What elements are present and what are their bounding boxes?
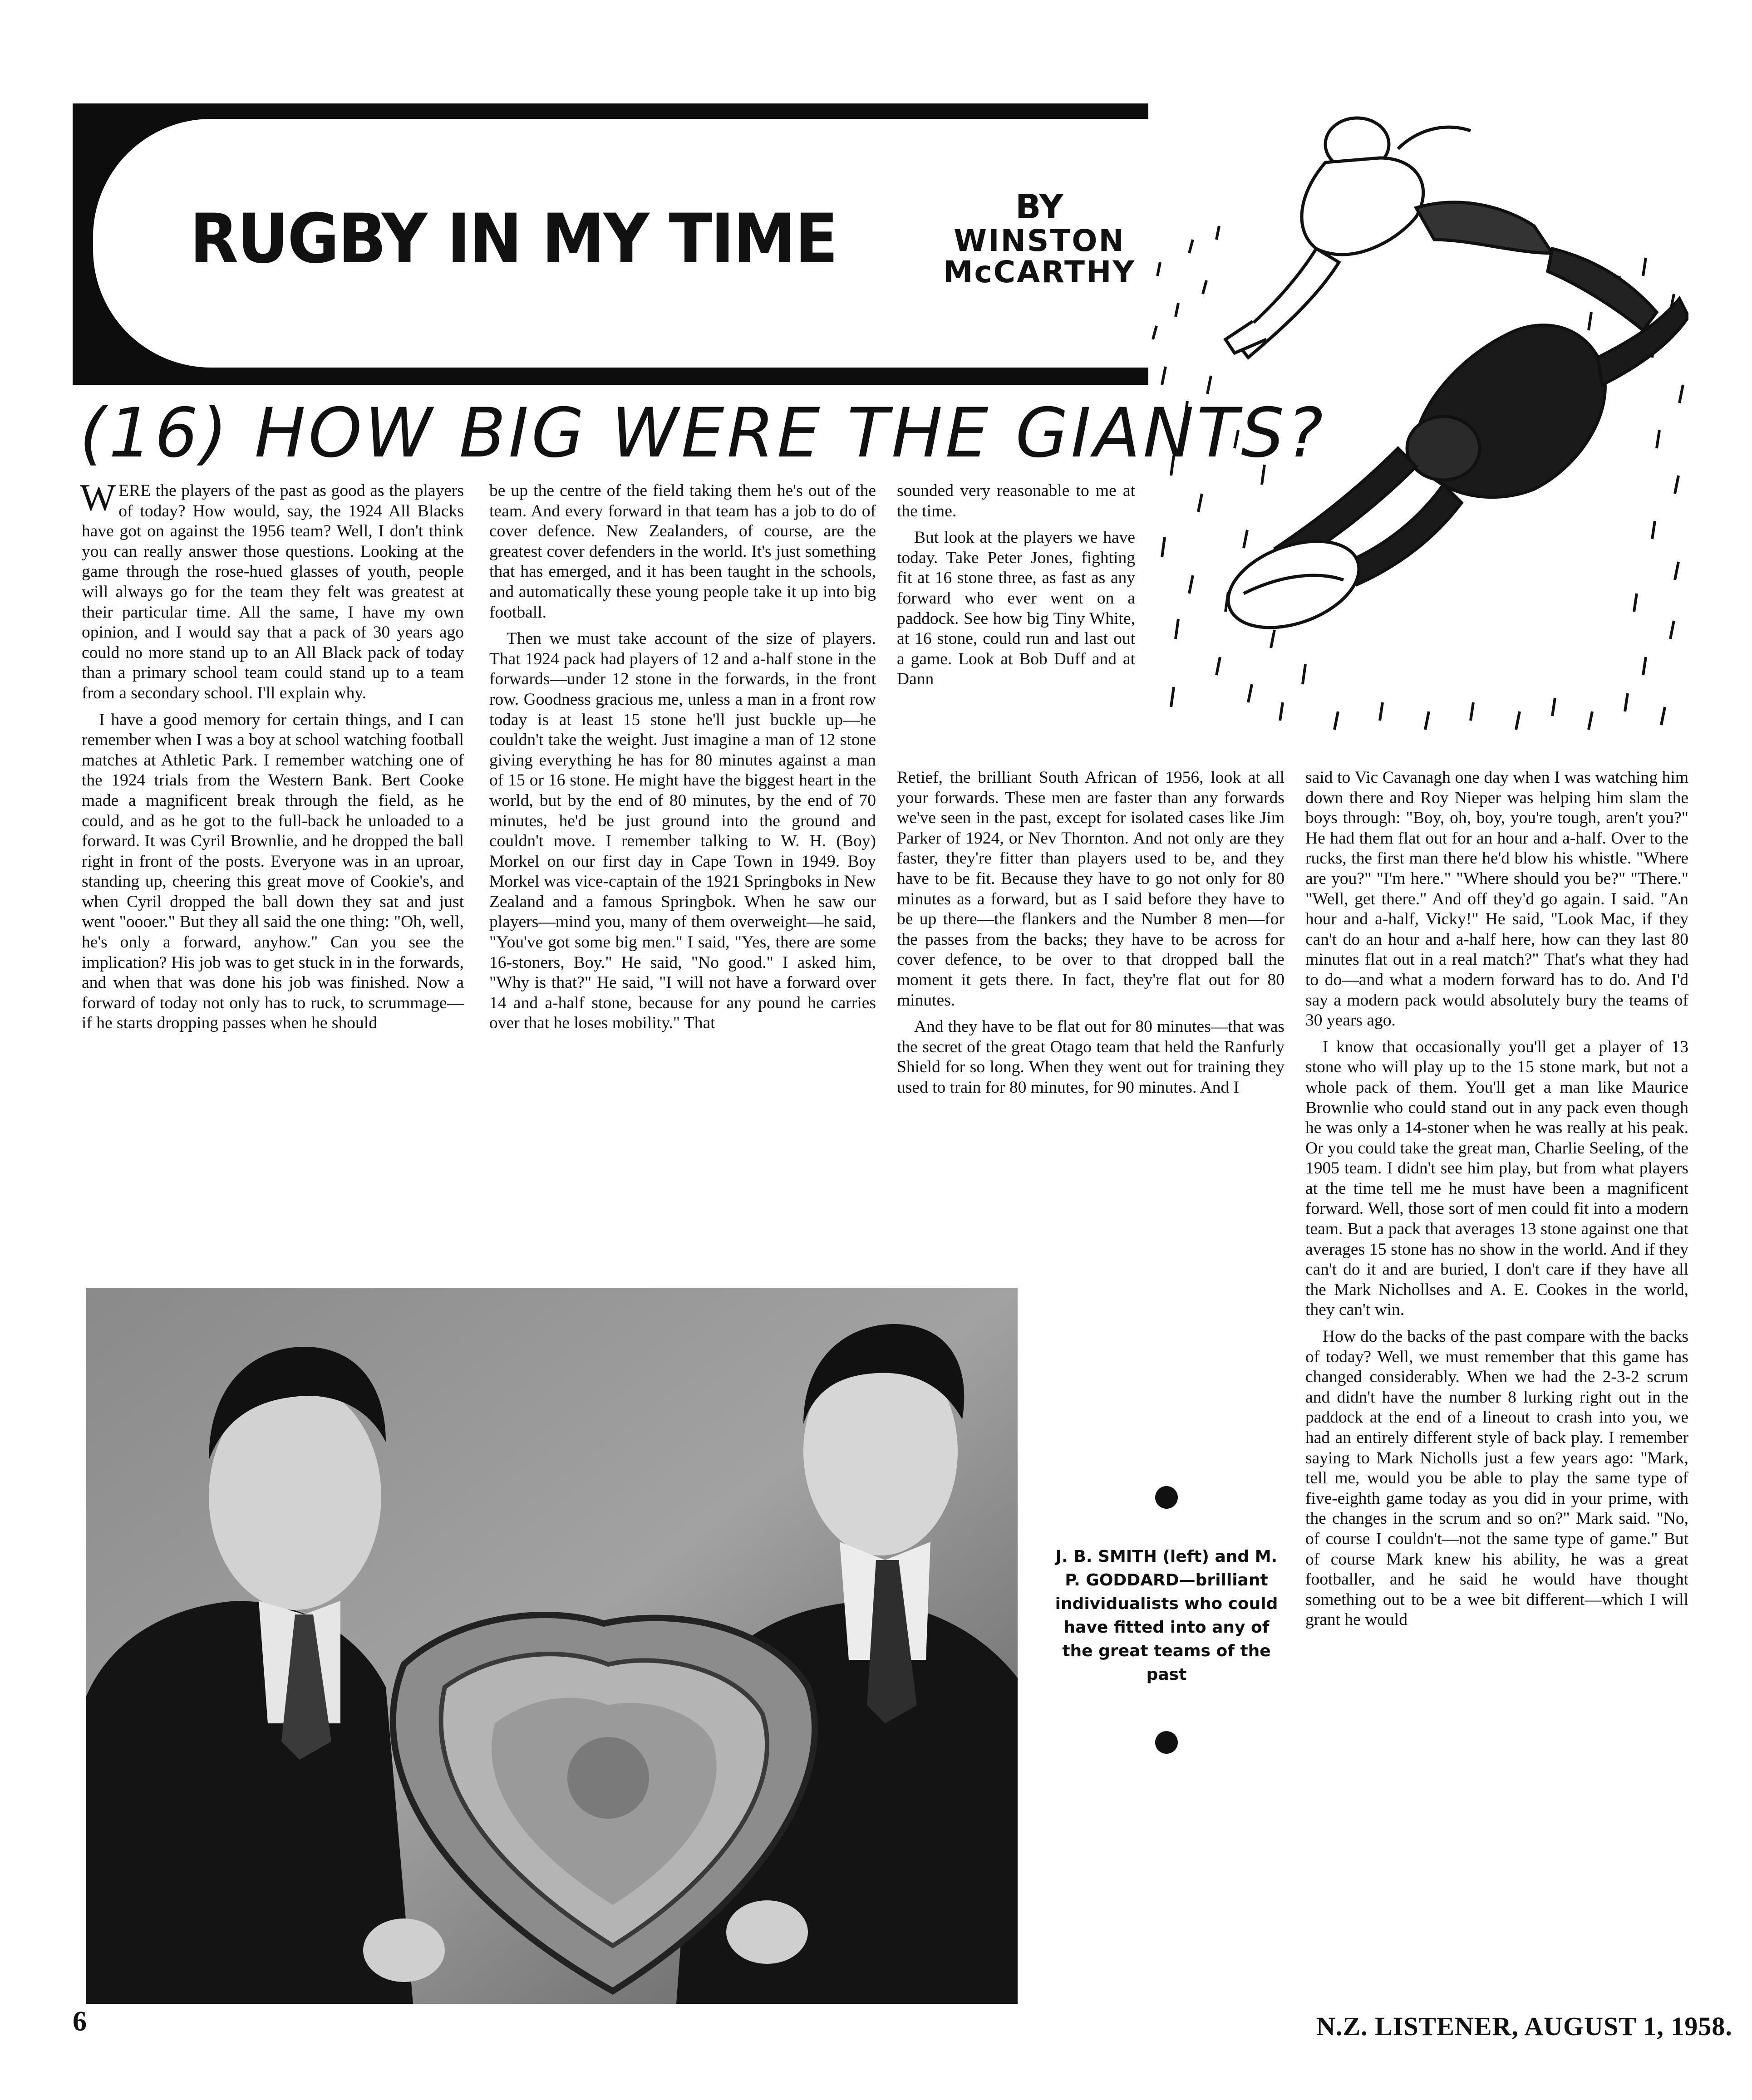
byline-first-name: WINSTON [954, 223, 1125, 258]
page-number: 6 [73, 2006, 87, 2037]
article-paragraph: But look at the players we have today. Take Peter Jones, fighting fit at 16 stone three, as fast as any forward who ever went on a paddock. See how big Tiny White, at 16 stone, could run and last out a game. Look at Bob Duff and at Dann [897, 528, 1135, 689]
article-headline: (16) HOW BIG WERE THE GIANTS? [79, 394, 1326, 473]
article-paragraph: Retief, the brilliant South African of 1956, look at all your forwards. These men are faster than any forwards we've seen in the past, except for isolated cases like Jim Parker of 1924, or Nev Thornton. And not only are they faster, they're fitter than players used to be, and they have to be fit. Because they have to go not only for 80 minutes as a forward, but as I said before they have to be up there—the flankers and the Number 8 men—for the passes from the backs; they have to be across for cover defence, to be over to that dropped ball the moment it gets there. In fact, they're flat out for 80 minutes. [897, 768, 1284, 1010]
article-column-3-bottom [897, 768, 1284, 1104]
article-paragraph: said to Vic Cavanagh one day when I was watching him down there and Roy Nieper was helping him slam the boys through: "Boy, oh, boy, you're tough, aren't you?" He had them flat out for an hour and a-half. Over to the rucks, the first man there he'd blow his whistle. "Where are you?" "I'm here." "Where should you be?" "There." "Well, get there." And off they'd go again. I said. "An hour and a-half, Vicky!" He said, "Look Mac, if they can't do an hour and a-half here, how can they last 80 minutes flat out in a real match?" That's what they had to do—and what a modern forward has to do. And I'd say a modern pack would absolutely bury the teams of 30 years ago. [1305, 768, 1688, 1030]
photo-smith-goddard-shield [86, 1288, 1018, 2004]
article-column-4 [1305, 768, 1688, 1637]
publication-footer: N.Z. LISTENER, AUGUST 1, 1958. [1316, 2012, 1732, 2041]
article-paragraph: sounded very reasonable to me at the time. [897, 481, 1135, 520]
caption-bullet-top [1155, 1486, 1178, 1509]
caption-bullet-bottom [1155, 1731, 1178, 1754]
article-paragraph: I know that occasionally you'll get a player of 13 stone who will play up to the 15 stone mark, but not a whole pack of them. You'll get a man like Maurice Brownlie who could stand out in any pack even though he was only a 14-stoner when he was really at his peak. Or you could take the great man, Charlie Seeling, of the 1905 team. I didn't see him play, but from what players at the time tell me he must have been a magnificent forward. Well, those sort of men could fit into a modern team. But a pack that averages 13 stone against one that averages 15 stone has no show in the world. And if they can't do it and are buried, I don't care if they have all the Mark Nichollses and A. E. Cookes in the world, they can't win. [1305, 1037, 1688, 1320]
article-paragraph: And they have to be flat out for 80 minutes—that was the secret of the great Otago team that held the Ranfurly Shield for so long. When they went out for training they used to train for 80 minutes, for 90 minutes. And I [897, 1017, 1284, 1097]
photo-caption: J. B. SMITH (left) and M. P. GODDARD—brilliant individualists who could have fitted into any of the great teams of the past [1055, 1547, 1278, 1684]
article-column-3-top [897, 481, 1135, 696]
article-column-2 [489, 481, 876, 1040]
byline-by: BY [1015, 187, 1063, 226]
byline [930, 187, 1148, 289]
article-paragraph: How do the backs of the past compare with the backs of today? Well, we must remember that this game has changed considerably. When we had the 2-3-2 scrum and didn't have the number 8 lurking right out in the paddock at the end of a lineout to crash into you, we had an entirely different style of back play. I remember saying to Mark Nicholls just a few years ago: "Mark, tell me, would you be able to play the same type of five-eighth game today as you did in your prime, with the changes in the scrum and so on?" Mark said. "No, of course I couldn't—not the same type of game." But of course Mark knew his ability, he was a great footballer, and he said he would have thought something out to be a wee bit different—which I will grant he would [1305, 1327, 1688, 1629]
byline-last-name: McCARTHY [943, 254, 1136, 289]
article-paragraph: Then we must take account of the size of players. That 1924 pack had players of 12 and a-half stone in the forwards—under 12 stone in the forwards, in the front row. Goodness gracious me, unless a man in a front row today is at least 15 stone he'll just buckle up—he couldn't take the weight. Just imagine a man of 12 stone giving everything he has for 80 minutes against a man of 15 or 16 stone. He might have the biggest heart in the world, but by the end of 80 minutes, by the end of 70 minutes, he'd be just ground into the ground and couldn't move. I remember talking to W. H. (Boy) Morkel on our first day in Cape Town in 1949. Boy Morkel was vice-captain of the 1921 Springboks in New Zealand and a famous Springbok. When he saw our players—mind you, many of them overweight—he said, "You've got some big men." I said, "Yes, there are some 16-stoners, Boy." He said, "No good." I asked him, "Why is that?" He said, "I will not have a forward over 14 and a-half stone, because for any pound he carries over that he loses mobility." That [489, 629, 876, 1033]
masthead-title: RUGBY IN MY TIME [190, 200, 837, 279]
article-paragraph: I have a good memory for certain things, and I can remember when I was a boy at school watching football matches at Athletic Park. I remember watching one of the 1924 trials from the Western Bank. Bert Cooke made a magnificent break through the field, as he could, and as he got to the full-back he unloaded to a forward. It was Cyril Brownlie, and he dropped the ball right in front of the posts. Everyone was in an uproar, standing up, cheering this great move of Cookie's, and when Cyril dropped the ball down they sat and just went "oooer." But they all said the one thing: "Oh, well, he's only a forward, anyhow." Can you see the implication? His job was to get stuck in in the forwards, and when that was done his job was finished. Now a forward of today not only has to ruck, to scrummage—if he starts dropping passes when he should [82, 710, 464, 1033]
drop-cap: W [80, 476, 116, 519]
article-column-1 [80, 476, 464, 1040]
article-paragraph: be up the centre of the field taking them he's out of the team. And every forward in that team has a job to do of cover defence. New Zealanders, of course, are the greatest cover defenders in the world. It's just something that has emerged, and it has been taught in the schools, and automatically these young people take it up into big football. [489, 481, 876, 622]
article-paragraph: WERE the players of the past as good as the players of today? How would, say, the 1924 All Blacks have got on against the 1956 team? Well, I don't think you can really answer those questions. Looking at the game through the rose-hued glasses of youth, people will always go for the team they felt was greatest at their particular time. All the same, I have my own opinion, and I would say that a pack of 30 years ago could no more stand up to an All Black pack of today than a primary school team could stand up to a team from a secondary school. I'll explain why. [80, 476, 464, 702]
